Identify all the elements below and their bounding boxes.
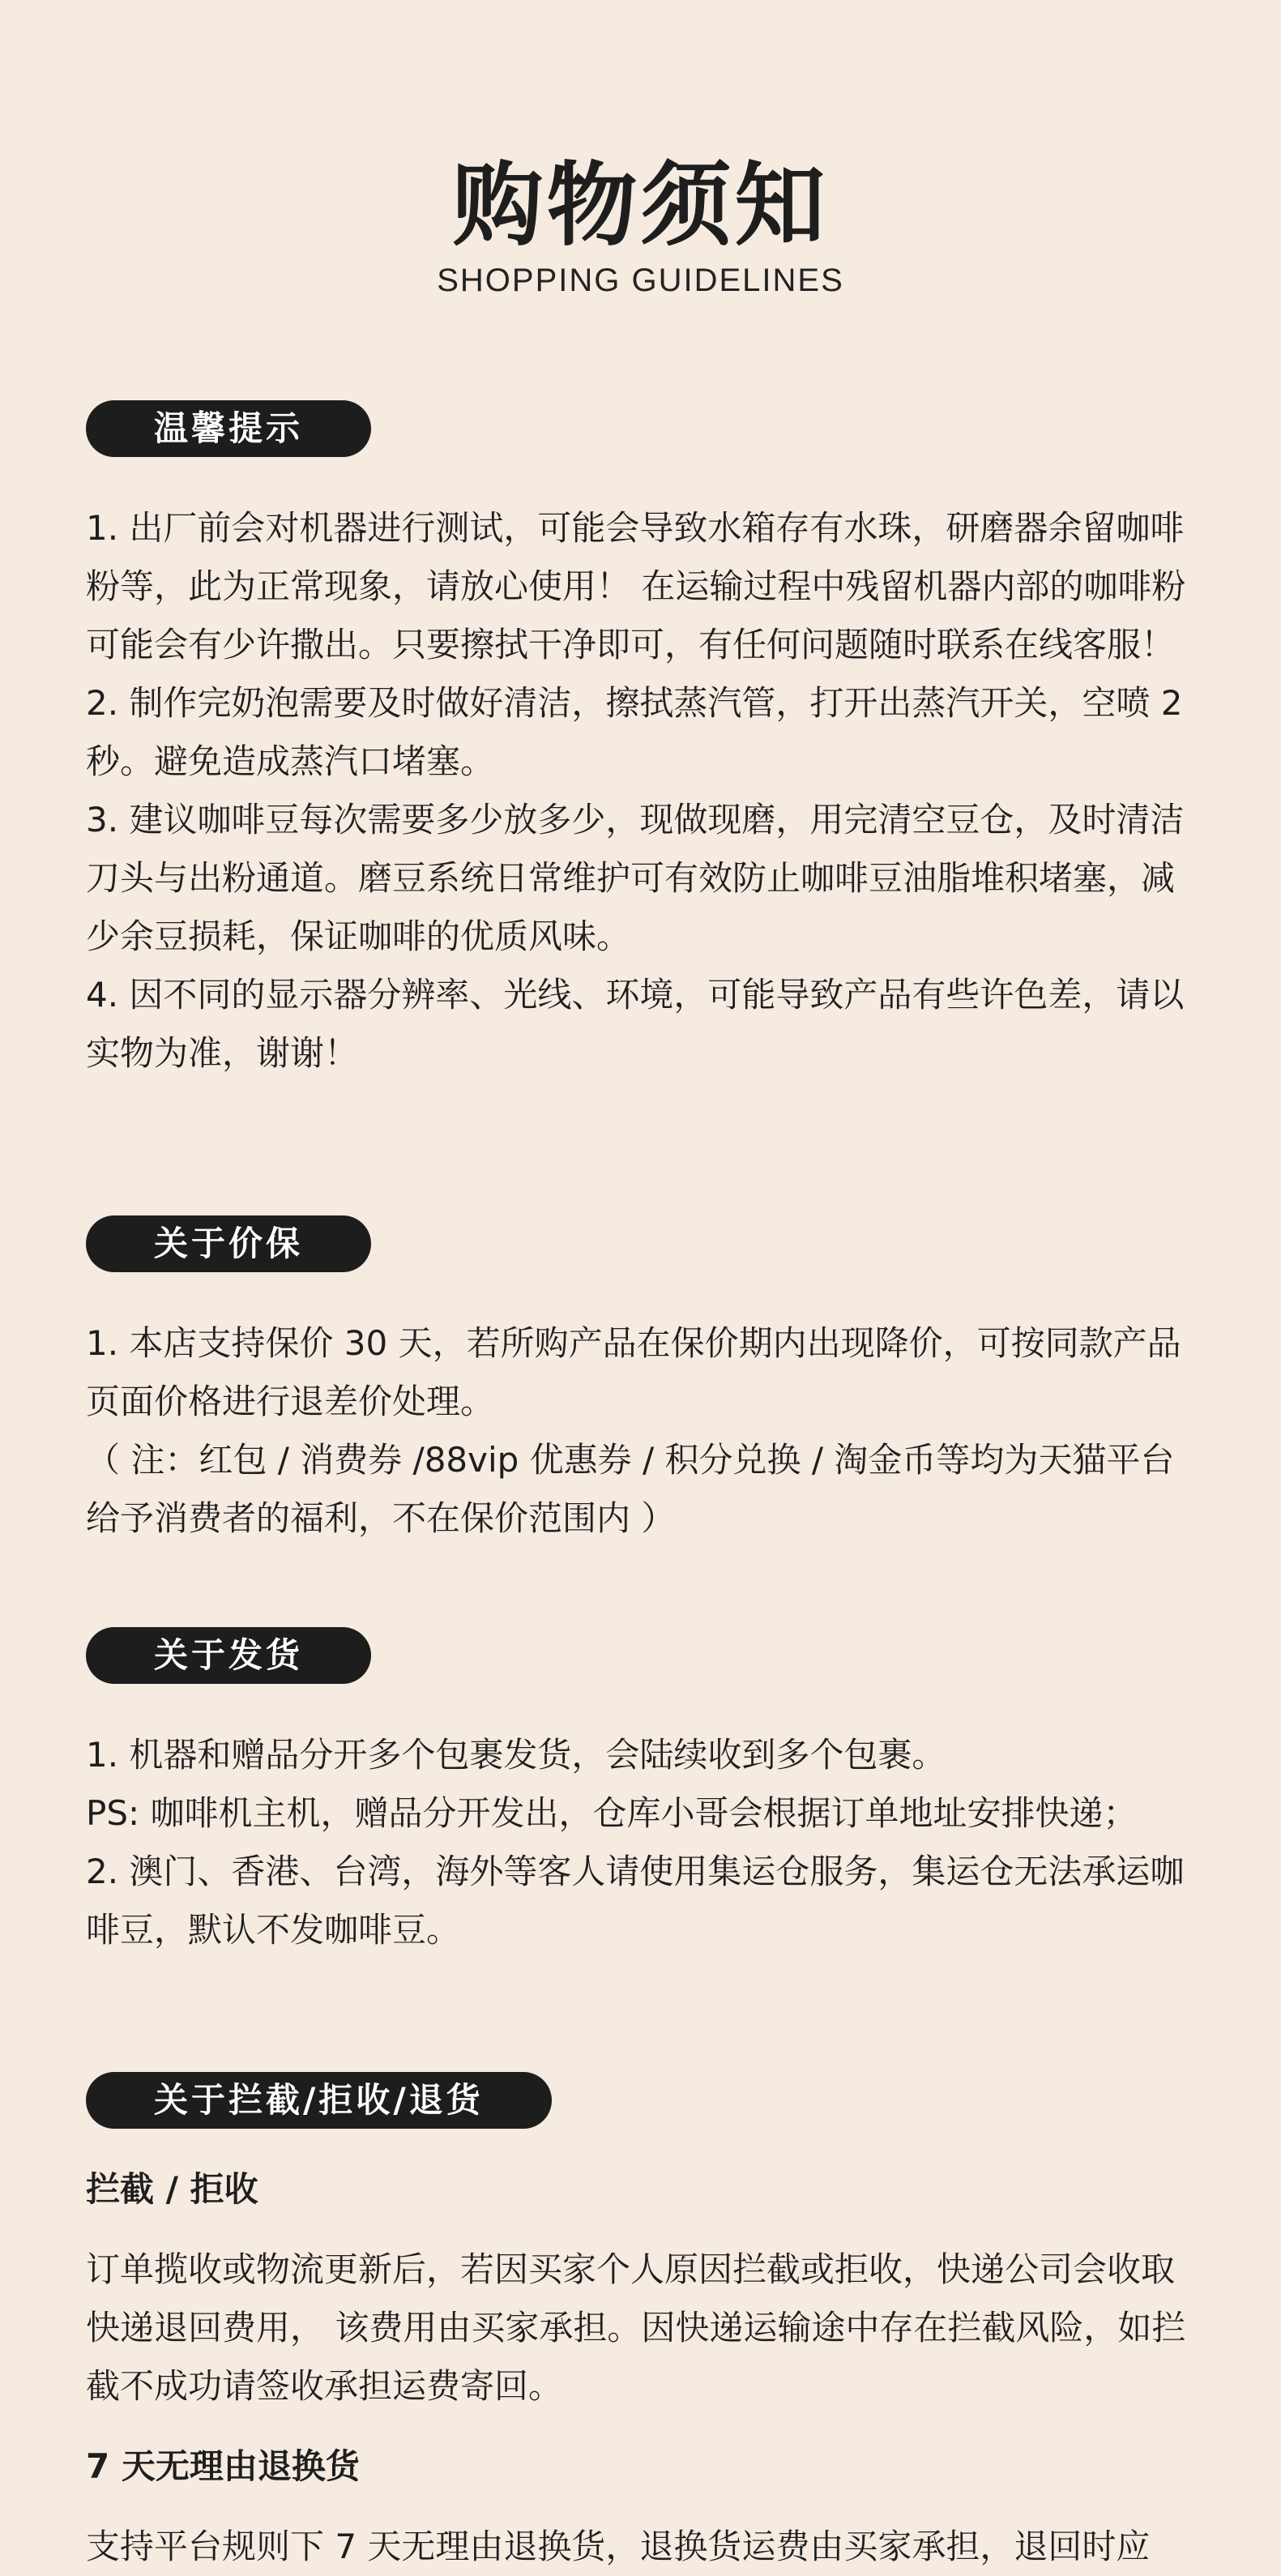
section-heading-intercept-return: 关于拦截/拒收/退货 — [86, 2072, 552, 2129]
page-title: 购物须知 — [452, 153, 829, 258]
intercept-reject-heading: 拦截 / 拒收 — [86, 2169, 258, 2209]
section-heading-warm-tips: 温馨提示 — [86, 400, 371, 457]
intercept-reject-text: 订单揽收或物流更新后，若因买家个人原因拦截或拒收，快递公司会收取快递退回费用， 该费用由买家承担。因快递运输途中存在拦截风险，如拦截不成功请签收承担运费寄回。 — [86, 2249, 1186, 2406]
warm-tip-1: 1. 出厂前会对机器进行测试，可能会导致水箱存有水珠，研磨器余留咖啡粉等，此为正常现象，请放心使用！ 在运输过程中残留机器内部的咖啡粉可能会有少许撒出。只要擦拭干净即可，有任何问题随时联系在线客服！ — [86, 508, 1186, 664]
warm-tip-2: 2. 制作完奶泡需要及时做好清洁，擦拭蒸汽管，打开出蒸汽开关，空喷 2 秒。避免造成蒸汽口堵塞。 — [86, 683, 1183, 781]
price-protection-note: （ 注：红包 / 消费券 /88vip 优惠券 / 积分兑换 / 淘金币等均为天猫平台给予消费者的福利，不在保价范围内 ） — [86, 1440, 1175, 1538]
section-heading-price-protection: 关于价保 — [86, 1215, 371, 1272]
section-heading-shipping: 关于发货 — [86, 1627, 371, 1684]
shipping-ps: PS: 咖啡机主机，赠品分开发出，仓库小哥会根据订单地址安排快递； — [86, 1793, 1138, 1833]
seven-day-return-text: 支持平台规则下 7 天无理由退换货，退换货运费由买家承担，退回时应 — [86, 2527, 1151, 2566]
warm-tip-3: 3. 建议咖啡豆每次需要多少放多少，现做现磨，用完清空豆仓，及时清洁刀头与出粉通道。磨豆系统日常维护可有效防止咖啡豆油脂堆积堵塞，减少余豆损耗，保证咖啡的优质风味。 — [86, 800, 1185, 956]
seven-day-return-heading: 7 天无理由退换货 — [86, 2446, 360, 2486]
shipping-item-2: 2. 澳门、香港、台湾，海外等客人请使用集运仓服务，集运仓无法承运咖啡豆，默认不发咖啡豆。 — [86, 1852, 1185, 1950]
intercept-return-content — [86, 2161, 1195, 2576]
shipping-item-1: 1. 机器和赠品分开多个包裹发货，会陆续收到多个包裹。 — [86, 1735, 946, 1775]
section-warm-tips — [86, 400, 1195, 1083]
section-price-protection — [86, 1215, 1195, 1548]
shipping-content — [86, 1726, 1195, 1959]
section-intercept-return — [86, 2072, 1195, 2576]
price-protection-rule: 1. 本店支持保价 30 天，若所购产品在保价期内出现降价，可按同款产品页面价格进行退差价处理。 — [86, 1323, 1181, 1421]
section-shipping — [86, 1627, 1195, 1959]
page-subtitle: SHOPPING GUIDELINES — [437, 262, 844, 298]
price-protection-content — [86, 1314, 1195, 1548]
warm-tips-content — [86, 499, 1195, 1083]
warm-tip-4: 4. 因不同的显示器分辨率、光线、环境，可能导致产品有些许色差，请以实物为准，谢谢！ — [86, 975, 1185, 1073]
page-header — [0, 153, 1281, 299]
